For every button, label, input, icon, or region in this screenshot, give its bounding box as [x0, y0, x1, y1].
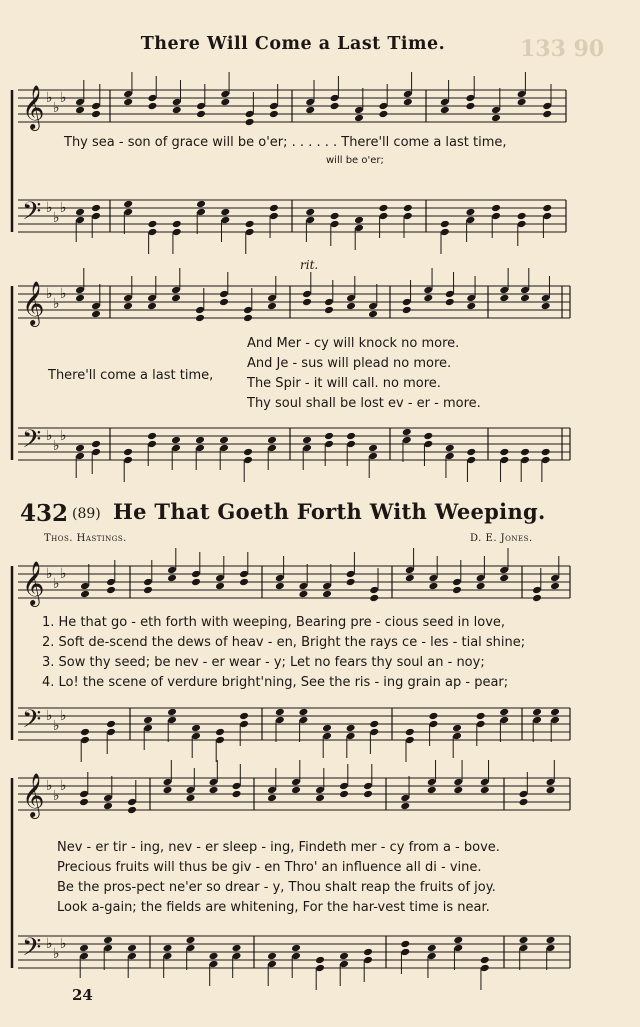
- note-head: [243, 314, 253, 323]
- note-head: [147, 432, 157, 441]
- verse-line: And Je - sus will plead no more.: [247, 356, 452, 371]
- note-head: [163, 944, 173, 953]
- note-head: [363, 790, 373, 799]
- bleed-through-text: 133 90: [520, 36, 605, 62]
- note-head: [127, 944, 137, 953]
- note-head: [423, 294, 433, 303]
- bass-clef: 𝄢: [22, 705, 42, 740]
- note-head: [267, 952, 277, 961]
- note-head: [195, 314, 205, 323]
- note-head: [147, 102, 157, 111]
- note-head: [368, 310, 378, 319]
- note-head: [520, 294, 530, 303]
- note-head: [445, 444, 455, 453]
- lyric-line: Thy sea - son of grace will be o'er; . . . . . . There'll come a last time,: [64, 135, 507, 150]
- note-head: [267, 436, 277, 445]
- note-head: [453, 786, 463, 795]
- note-head: [339, 952, 349, 961]
- note-head: [517, 98, 527, 107]
- flat-sign: ♭: [53, 210, 60, 226]
- verse-line: 3. Sow thy seed; be nev - er wear - y; Let no fears thy soul an - noy;: [42, 655, 485, 670]
- note-head: [172, 220, 182, 229]
- note-head: [163, 786, 173, 795]
- note-head: [91, 440, 101, 449]
- note-head: [195, 436, 205, 445]
- note-head: [403, 204, 413, 213]
- verse-line: And Mer - cy will knock no more.: [247, 336, 460, 351]
- note-head: [499, 294, 509, 303]
- note-head: [315, 794, 325, 803]
- note-head: [452, 586, 462, 595]
- treble-clef: 𝄞: [22, 561, 45, 605]
- hymn-title: He That Goeth Forth With Weeping.: [113, 499, 546, 524]
- note-head: [147, 220, 157, 229]
- note-head: [171, 436, 181, 445]
- note-head: [400, 940, 410, 949]
- note-head: [291, 786, 301, 795]
- note-head: [186, 794, 196, 803]
- note-head: [167, 574, 177, 583]
- note-head: [517, 212, 527, 221]
- flat-sign: ♭: [60, 936, 67, 952]
- flat-sign: ♭: [60, 90, 67, 106]
- note-head: [400, 802, 410, 811]
- note-head: [499, 448, 509, 457]
- note-head: [302, 298, 312, 307]
- note-head: [275, 708, 285, 717]
- note-head: [550, 582, 560, 591]
- flat-sign: ♭: [60, 200, 67, 216]
- verse-line: 2. Soft de-scend the dews of heav - en, Bright the rays ce - les - tial shine;: [42, 635, 526, 650]
- note-head: [541, 302, 551, 311]
- verse-line: 4. Lo! the scene of verdure bright'ning, See the ris - ing grain ap - pear;: [42, 675, 509, 690]
- note-head: [196, 200, 206, 209]
- note-head: [269, 110, 279, 119]
- note-head: [363, 948, 373, 957]
- note-head: [480, 956, 490, 965]
- note-head: [550, 708, 560, 717]
- note-head: [499, 708, 509, 717]
- note-head: [428, 712, 438, 721]
- note-head: [245, 220, 255, 229]
- note-head: [324, 306, 334, 315]
- verse-line: The Spir - it will call. no more.: [247, 376, 441, 391]
- bass-clef: 𝄢: [22, 933, 42, 968]
- note-head: [219, 436, 229, 445]
- note-head: [305, 208, 315, 217]
- note-head: [346, 724, 356, 733]
- note-head: [91, 204, 101, 213]
- note-head: [465, 102, 475, 111]
- flat-sign: ♭: [46, 200, 53, 216]
- note-head: [423, 432, 433, 441]
- note-head: [532, 594, 542, 603]
- flat-sign: ♭: [53, 100, 60, 116]
- flat-sign: ♭: [46, 428, 53, 444]
- note-head: [542, 110, 552, 119]
- note-head: [75, 294, 85, 303]
- note-head: [75, 106, 85, 115]
- note-head: [275, 582, 285, 591]
- note-head: [220, 98, 230, 107]
- note-head: [541, 448, 551, 457]
- note-head: [428, 582, 438, 591]
- flat-sign: ♭: [60, 286, 67, 302]
- verse-line: Thy soul shall be lost ev - er - more.: [247, 396, 481, 411]
- note-head: [491, 114, 501, 123]
- note-head: [305, 106, 315, 115]
- note-head: [532, 708, 542, 717]
- note-head: [106, 720, 116, 729]
- note-head: [378, 204, 388, 213]
- treble-clef: 𝄞: [22, 281, 45, 325]
- note-head: [186, 936, 196, 945]
- note-head: [245, 118, 255, 127]
- treble-clef: 𝄞: [22, 85, 45, 129]
- note-head: [452, 724, 462, 733]
- note-head: [322, 590, 332, 599]
- note-head: [298, 590, 308, 599]
- flat-sign: ♭: [46, 708, 53, 724]
- note-head: [427, 944, 437, 953]
- flat-sign: ♭: [53, 718, 60, 734]
- note-head: [172, 106, 182, 115]
- note-head: [75, 208, 85, 217]
- note-head: [339, 790, 349, 799]
- note-head: [147, 302, 157, 311]
- note-head: [354, 114, 364, 123]
- note-head: [143, 586, 153, 595]
- note-head: [369, 594, 379, 603]
- bass-clef: 𝄢: [22, 197, 42, 232]
- note-head: [91, 110, 101, 119]
- note-head: [291, 944, 301, 953]
- note-head: [302, 436, 312, 445]
- hymn-reference: (89): [72, 506, 101, 522]
- flat-sign: ♭: [60, 708, 67, 724]
- note-head: [171, 294, 181, 303]
- note-head: [209, 952, 219, 961]
- note-head: [322, 724, 332, 733]
- note-head: [196, 110, 206, 119]
- note-head: [542, 204, 552, 213]
- flat-sign: ♭: [53, 576, 60, 592]
- note-head: [403, 98, 413, 107]
- note-head: [91, 310, 101, 319]
- note-head: [445, 298, 455, 307]
- author-credit: Thos. Hastings.: [44, 533, 127, 544]
- note-head: [427, 786, 437, 795]
- flat-sign: ♭: [46, 936, 53, 952]
- note-head: [466, 448, 476, 457]
- note-head: [243, 448, 253, 457]
- note-head: [127, 806, 137, 815]
- note-head: [330, 212, 340, 221]
- refrain-lead: There'll come a last time,: [48, 368, 214, 383]
- note-head: [123, 200, 133, 209]
- note-head: [209, 786, 219, 795]
- hymn-number: 432: [20, 500, 69, 527]
- note-head: [267, 794, 277, 803]
- verse-line: Nev - er tir - ing, nev - er sleep - ing, Findeth mer - cy from a - bove.: [57, 840, 500, 855]
- note-head: [143, 716, 153, 725]
- flat-sign: ♭: [60, 778, 67, 794]
- note-head: [232, 944, 242, 953]
- note-head: [215, 728, 225, 737]
- note-head: [103, 936, 113, 945]
- note-head: [378, 110, 388, 119]
- note-head: [453, 936, 463, 945]
- note-head: [405, 728, 415, 737]
- note-head: [402, 428, 412, 437]
- treble-clef: 𝄞: [22, 773, 45, 817]
- tempo-marking: rit.: [300, 258, 319, 272]
- page-number: 24: [72, 986, 93, 1004]
- note-head: [103, 802, 113, 811]
- flat-sign: ♭: [46, 286, 53, 302]
- flat-sign: ♭: [46, 566, 53, 582]
- note-head: [232, 790, 242, 799]
- hymn-title: There Will Come a Last Time.: [140, 34, 446, 54]
- note-head: [346, 578, 356, 587]
- note-head: [267, 302, 277, 311]
- flat-sign: ♭: [53, 296, 60, 312]
- note-head: [546, 936, 556, 945]
- note-head: [465, 208, 475, 217]
- note-head: [491, 204, 501, 213]
- note-head: [79, 798, 89, 807]
- note-head: [466, 302, 476, 311]
- note-head: [402, 306, 412, 315]
- note-head: [520, 448, 530, 457]
- flat-sign: ♭: [60, 428, 67, 444]
- note-head: [80, 590, 90, 599]
- note-head: [315, 956, 325, 965]
- note-head: [476, 712, 486, 721]
- note-head: [191, 724, 201, 733]
- note-head: [476, 582, 486, 591]
- note-head: [440, 106, 450, 115]
- note-head: [369, 720, 379, 729]
- note-head: [123, 98, 133, 107]
- note-head: [440, 220, 450, 229]
- note-head: [298, 708, 308, 717]
- note-head: [106, 586, 116, 595]
- flat-sign: ♭: [53, 946, 60, 962]
- note-head: [239, 712, 249, 721]
- note-head: [219, 298, 229, 307]
- note-head: [368, 444, 378, 453]
- note-head: [269, 204, 279, 213]
- note-head: [79, 944, 89, 953]
- note-head: [220, 208, 230, 217]
- verse-line: 1. He that go - eth forth with weeping, Bearing pre - cious seed in love,: [42, 615, 506, 630]
- note-head: [324, 432, 334, 441]
- note-head: [546, 786, 556, 795]
- note-head: [330, 102, 340, 111]
- flat-sign: ♭: [53, 788, 60, 804]
- note-head: [167, 708, 177, 717]
- flat-sign: ♭: [46, 90, 53, 106]
- note-head: [123, 302, 133, 311]
- note-head: [346, 432, 356, 441]
- verse-line: Be the pros-pect ne'er so drear - y, Thou shalt reap the fruits of joy.: [57, 880, 496, 895]
- lyric-alt-line: will be o'er;: [326, 155, 384, 166]
- note-head: [519, 798, 529, 807]
- note-head: [80, 728, 90, 737]
- flat-sign: ♭: [60, 566, 67, 582]
- verse-line: Precious fruits will thus be giv - en Thro' an influence all di - vine.: [57, 860, 482, 875]
- note-head: [215, 582, 225, 591]
- note-head: [191, 578, 201, 587]
- flat-sign: ♭: [53, 438, 60, 454]
- verse-line: Look a-gain; the fields are whitening, For the har-vest time is near.: [57, 900, 490, 915]
- note-head: [346, 302, 356, 311]
- note-head: [75, 444, 85, 453]
- note-head: [499, 574, 509, 583]
- note-head: [239, 578, 249, 587]
- note-head: [519, 936, 529, 945]
- composer-credit: D. E. Jones.: [470, 533, 533, 544]
- bass-clef: 𝄢: [22, 425, 42, 460]
- note-head: [405, 574, 415, 583]
- flat-sign: ♭: [46, 778, 53, 794]
- note-head: [123, 448, 133, 457]
- note-head: [354, 216, 364, 225]
- note-head: [480, 786, 490, 795]
